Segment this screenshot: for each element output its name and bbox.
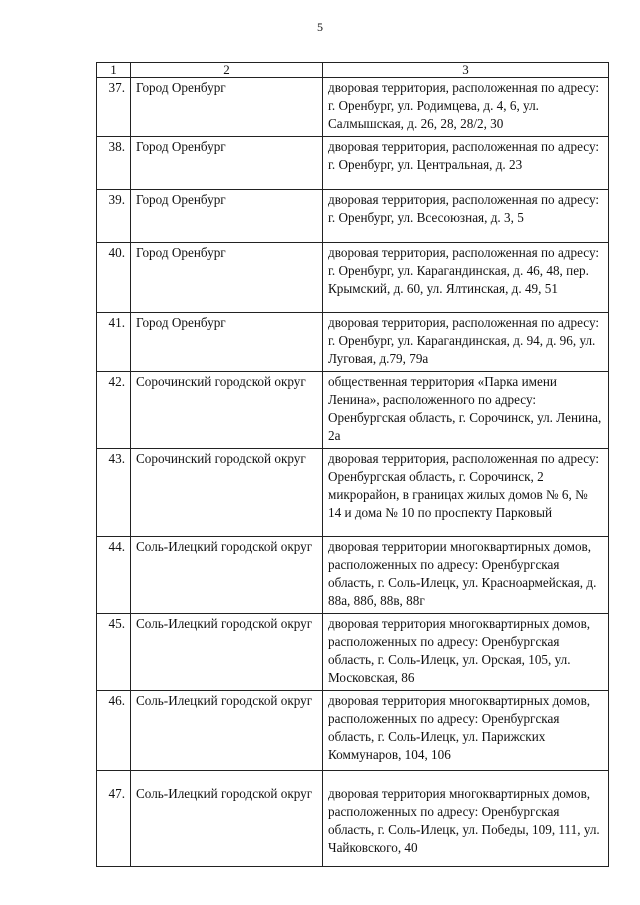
territory-description: дворовая территория, расположенная по адресу: г. Оренбург, ул. Карагандинская, д. 46, 48, пер. Крымский, д. 60, ул. Ялтинская, д. 49, 51 [323,243,609,313]
municipality-name: Город Оренбург [131,243,323,313]
territory-description: дворовая территория, расположенная по адресу: Оренбургская область, г. Сорочинск, 2 микрорайон, в границах жилых домов № 6, № 14 и дома № 10 по проспекту Парковый [323,449,609,537]
municipality-name: Соль-Илецкий городской округ [131,537,323,614]
table-row [97,78,609,137]
municipality-name: Город Оренбург [131,137,323,190]
table-row [97,537,609,614]
table-row [97,313,609,372]
column-header-description: 3 [323,63,609,78]
table-row [97,614,609,691]
row-number: 41. [97,313,131,372]
territory-description: дворовая территория, расположенная по адресу: г. Оренбург, ул. Карагандинская, д. 94, д. 96, ул. Луговая, д.79, 79а [323,313,609,372]
territory-description: дворовая территория многоквартирных домов, расположенных по адресу: Оренбургская область, г. Соль-Илецк, ул. Парижских Коммунаров, 104, 106 [323,691,609,771]
municipality-name: Сорочинский городской округ [131,372,323,449]
row-number: 46. [97,691,131,771]
table-row [97,771,609,867]
row-number: 45. [97,614,131,691]
row-number: 47. [97,771,131,867]
table-row [97,449,609,537]
territory-description: дворовая территория многоквартирных домов, расположенных по адресу: Оренбургская область, г. Соль-Илецк, ул. Победы, 109, 111, ул. Чайковского, 40 [323,771,609,867]
municipality-name: Город Оренбург [131,190,323,243]
territory-description: дворовая территории многоквартирных домов, расположенных по адресу: Оренбургская область, г. Соль-Илецк, ул. Красноармейская, д. 88а, 88б, 88в, 88г [323,537,609,614]
municipality-name: Соль-Илецкий городской округ [131,614,323,691]
column-header-number: 1 [97,63,131,78]
table-row [97,691,609,771]
table-row [97,372,609,449]
territory-description: общественная территория «Парка имени Ленина», расположенного по адресу: Оренбургская область, г. Сорочинск, ул. Ленина, 2а [323,372,609,449]
table-row [97,137,609,190]
table-row [97,190,609,243]
territory-description: дворовая территория, расположенная по адресу: г. Оренбург, ул. Центральная, д. 23 [323,137,609,190]
document-table [96,62,609,867]
row-number: 39. [97,190,131,243]
municipality-name: Город Оренбург [131,313,323,372]
territory-description: дворовая территория, расположенная по адресу: г. Оренбург, ул. Родимцева, д. 4, 6, ул. Салмышская, д. 26, 28, 28/2, 30 [323,78,609,137]
table-header-row [97,63,609,78]
row-number: 44. [97,537,131,614]
row-number: 43. [97,449,131,537]
page-number: 5 [317,20,323,34]
municipality-name: Сорочинский городской округ [131,449,323,537]
row-number: 38. [97,137,131,190]
municipality-name: Соль-Илецкий городской округ [131,691,323,771]
row-number: 37. [97,78,131,137]
row-number: 42. [97,372,131,449]
row-number: 40. [97,243,131,313]
municipality-name: Соль-Илецкий городской округ [131,771,323,867]
column-header-name: 2 [131,63,323,78]
table-row [97,243,609,313]
territory-description: дворовая территория многоквартирных домов, расположенных по адресу: Оренбургская область, г. Соль-Илецк, ул. Орская, 105, ул. Московская, 86 [323,614,609,691]
municipality-name: Город Оренбург [131,78,323,137]
territory-description: дворовая территория, расположенная по адресу: г. Оренбург, ул. Всесоюзная, д. 3, 5 [323,190,609,243]
